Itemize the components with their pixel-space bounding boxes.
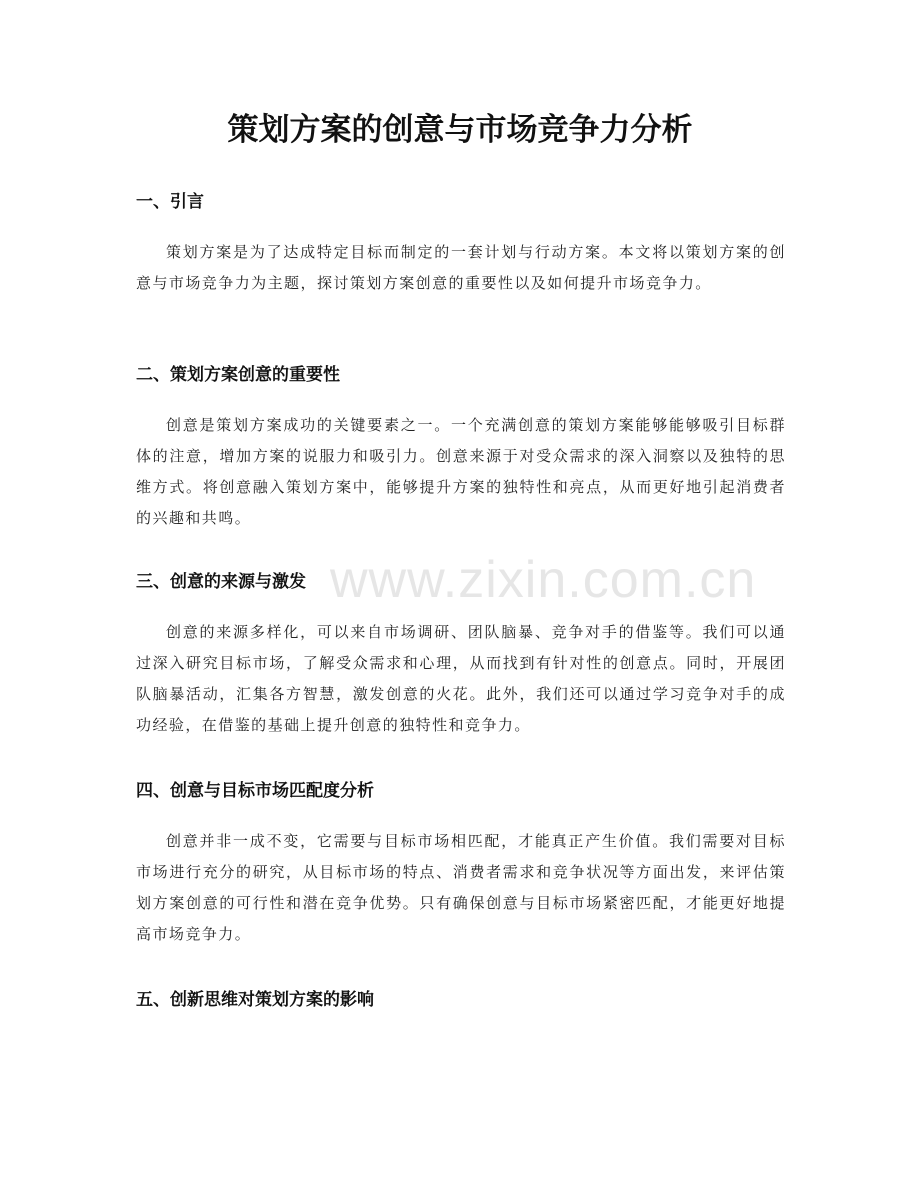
section-innovative-thinking xyxy=(136,988,786,1035)
section-creativity-importance xyxy=(136,363,786,534)
section-paragraph: 策划方案是为了达成特定目标而制定的一套计划与行动方案。本文将以策划方案的创意与市场竞争力为主题，探讨策划方案创意的重要性以及如何提升市场竞争力。 xyxy=(136,243,786,292)
document-title: 策划方案的创意与市场竞争力分析 xyxy=(227,112,693,148)
section-heading: 二、策划方案创意的重要性 xyxy=(136,365,340,385)
section-paragraph: 创意的来源多样化，可以来自市场调研、团队脑暴、竞争对手的借鉴等。我们可以通过深入研究目标市场，了解受众需求和心理，从而找到有针对性的创意点。同时，开展团队脑暴活动，汇集各方智慧，激发创意的火花。此外，我们还可以通过学习竞争对手的成功经验，在借鉴的基础上提升创意的独特性和竞争力。 xyxy=(136,623,786,734)
section-introduction xyxy=(136,190,786,299)
section-heading: 三、创意的来源与激发 xyxy=(136,572,306,592)
section-heading: 四、创意与目标市场匹配度分析 xyxy=(136,781,374,801)
section-heading: 五、创新思维对策划方案的影响 xyxy=(136,990,374,1010)
section-paragraph: 创意并非一成不变，它需要与目标市场相匹配，才能真正产生价值。我们需要对目标市场进行充分的研究，从目标市场的特点、消费者需求和竞争状况等方面出发，来评估策划方案创意的可行性和潜在竞争优势。只有确保创意与目标市场紧密匹配，才能更好地提高市场竞争力。 xyxy=(136,832,786,943)
watermark: www.zixin.com.cn xyxy=(330,551,757,609)
section-creativity-sources xyxy=(136,570,786,741)
section-heading: 一、引言 xyxy=(136,192,204,212)
section-paragraph: 创意是策划方案成功的关键要素之一。一个充满创意的策划方案能够能够吸引目标群体的注意，增加方案的说服力和吸引力。创意来源于对受众需求的深入洞察以及独特的思维方式。将创意融入策划方案中，能够提升方案的独特性和亮点，从而更好地引起消费者的兴趣和共鸣。 xyxy=(136,416,786,527)
section-market-fit xyxy=(136,779,786,950)
